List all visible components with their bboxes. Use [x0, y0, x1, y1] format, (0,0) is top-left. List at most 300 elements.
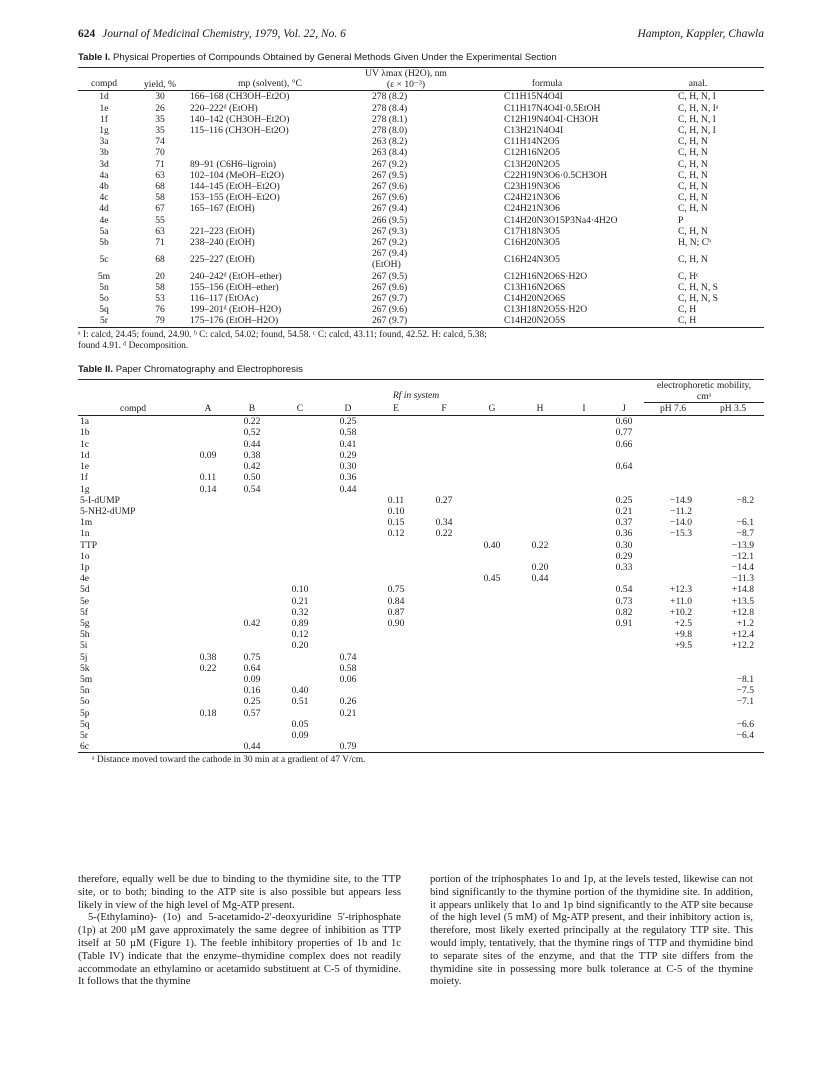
table1-cell-anal: C, H, N: [678, 253, 708, 265]
table2-header-cell: E: [393, 402, 399, 414]
table2-cell: [188, 528, 228, 539]
table2-cell-compd: 1a: [80, 416, 90, 428]
table1-cell-mp: 199–201ᵈ (EtOH–H2O): [190, 304, 282, 316]
table2-cell: 0.58: [339, 427, 357, 439]
table2-cell-compd: 4e: [80, 573, 90, 585]
table1-cell-mp: 165–167 (EtOH): [190, 203, 255, 215]
table2-cell: [228, 596, 276, 607]
table2-cell: [644, 696, 702, 707]
table-row: [78, 540, 764, 551]
table1-cell-yield: 55: [155, 214, 165, 226]
table1: [78, 67, 764, 328]
table2-cell: [420, 596, 468, 607]
table2-cell: [324, 528, 372, 539]
table2-cell: [188, 618, 228, 629]
table1-cell-formula: C13H16N2O6S: [504, 281, 566, 293]
table2-cell: [564, 730, 604, 741]
table1-cell-mp: 175–176 (EtOH–H2O): [190, 315, 279, 327]
table2-cell: 0.37: [615, 517, 633, 529]
table2-cell: [228, 584, 276, 595]
table2-header-cell: A: [204, 402, 212, 414]
table2-cell: [564, 439, 604, 450]
table2-cell: [702, 472, 764, 483]
table2-cell: 0.36: [615, 528, 633, 540]
table2-cell: [468, 461, 516, 472]
table1-cell-compd: 3d: [99, 158, 109, 170]
table2-cell: [702, 439, 764, 450]
table1-cell-yield: 74: [155, 136, 165, 148]
table2-cell: 0.50: [243, 472, 261, 484]
table2-cell: [468, 629, 516, 640]
table2-cell: 0.51: [291, 696, 309, 708]
table2-cell: [420, 439, 468, 450]
table2-cell: 0.40: [291, 685, 309, 697]
table2-cell: [276, 495, 324, 506]
table-row: [78, 506, 764, 517]
table-row: [78, 282, 764, 293]
table2-cell-compd: TTP: [80, 539, 98, 551]
table2-cell: [188, 427, 228, 438]
table2-cell: 0.42: [243, 617, 261, 629]
table2-cell: [324, 540, 372, 551]
table2-cell: [468, 472, 516, 483]
table1-cell-uv: 278 (8.0): [372, 125, 408, 137]
table2-cell: [468, 674, 516, 685]
table2-cell: 0.75: [387, 584, 405, 596]
running-header: [78, 28, 764, 48]
table2-cell: [372, 663, 420, 674]
table2-cell: [324, 506, 372, 517]
table1-cell-formula: C24H21N3O6: [504, 203, 560, 215]
table2-header-cell: I: [582, 402, 586, 414]
table2-cell: [564, 584, 604, 595]
table-row: [78, 159, 764, 170]
table-row: [78, 226, 764, 237]
table2-cell: [644, 741, 702, 753]
table2-cell: [604, 472, 644, 483]
table1-cell-anal: C, H, N: [678, 181, 708, 193]
table2-cell-compd: 5n: [80, 685, 90, 697]
table2-cell: [188, 439, 228, 450]
table2-cell: +1.2: [736, 617, 754, 629]
table1-header-formula: formula: [531, 78, 563, 90]
table2-cell: 0.64: [243, 662, 261, 674]
table2-cell: [516, 708, 564, 719]
table2-cell: [276, 472, 324, 483]
table2-cell: [372, 416, 420, 428]
table2-cell: [644, 540, 702, 551]
table-row: [78, 495, 764, 506]
table2-cell: [564, 562, 604, 573]
table2-cell: [372, 484, 420, 495]
table2-cell: [644, 674, 702, 685]
table1-cell-anal: C, H, N, I: [678, 91, 716, 103]
table2-cell: 0.33: [615, 561, 633, 573]
table2-cell: [276, 663, 324, 674]
table-row: [78, 91, 764, 103]
table2-cell-compd: 1e: [80, 461, 90, 473]
table2-cell-compd: 1b: [80, 427, 90, 439]
table2-cell-compd: 1o: [80, 550, 90, 562]
table1-cell-mp: 221–223 (EtOH): [190, 225, 255, 237]
table2-cell: [324, 685, 372, 696]
body-column-right: [430, 874, 753, 989]
table2-cell: +12.4: [731, 629, 754, 641]
table1-cell-anal: C, H, N, I: [678, 125, 716, 137]
table2-cell: [276, 551, 324, 562]
table1-cell-yield: 35: [155, 125, 165, 137]
table2-cell: [188, 696, 228, 707]
table2-cell: 0.34: [435, 517, 453, 529]
header-left: [78, 28, 346, 40]
table-row: [78, 147, 764, 158]
table2-cell: [644, 427, 702, 438]
table2-cell: 0.22: [243, 416, 261, 428]
table2-cell: 0.20: [291, 640, 309, 652]
table2-cell: −11.3: [732, 573, 754, 585]
table2-cell: [188, 506, 228, 517]
table1-cell-formula: C14H20N2O6S: [504, 293, 566, 305]
table2-cell: 0.45: [483, 573, 501, 585]
table2-cell: [468, 506, 516, 517]
table2-cell-compd: 5i: [80, 640, 88, 652]
table1-cell-yield: 70: [155, 147, 165, 159]
table2-cell: −11.2: [670, 505, 692, 517]
table1-cell-formula: C14H20N3O15P3Na4·4H2O: [504, 214, 618, 226]
table2-cell: [372, 629, 420, 640]
table2-cell: 0.44: [243, 741, 261, 753]
table2-cell: −15.3: [669, 528, 692, 540]
table2-footnote: ᵃ Distance moved toward the cathode in 30 min at a gradient of 47 V/cm.: [92, 755, 366, 766]
table2-cell: [276, 484, 324, 495]
table2-cell: [372, 439, 420, 450]
table2-cell: [516, 741, 564, 753]
table2-cell-compd: 5e: [80, 595, 90, 607]
table1-header-yield: yield, %: [144, 79, 176, 91]
table-row: [78, 203, 764, 214]
table1-cell-mp: 140–142 (CH3OH–Et2O): [190, 113, 290, 125]
table1-cell-yield: 67: [155, 203, 165, 215]
table2-cell: 0.54: [615, 584, 633, 596]
table2-cell: [604, 685, 644, 696]
table2-cell: [420, 506, 468, 517]
table1-cell-compd: 5b: [99, 237, 109, 249]
table2-cell: [644, 472, 702, 483]
table2-cell: [516, 461, 564, 472]
table2-cell: [228, 551, 276, 562]
table-row: [78, 439, 764, 450]
table2-cell: [564, 495, 604, 506]
table-row: [78, 315, 764, 327]
table-row: [78, 304, 764, 315]
table1-cell-uv: 267 (9.7): [372, 293, 408, 305]
table1-cell-formula: C13H21N4O4I: [504, 125, 564, 137]
table2-cell: −6.4: [736, 729, 754, 741]
table1-header-row: [78, 68, 764, 91]
table2-cell: [516, 674, 564, 685]
table2-cell: [604, 674, 644, 685]
table2-cell: [644, 562, 702, 573]
table2-cell: [276, 461, 324, 472]
table2-cell: [188, 674, 228, 685]
table2-cell: [564, 416, 604, 428]
table1-cell-yield: 63: [155, 169, 165, 181]
table2-cell: [604, 484, 644, 495]
table2-cell: [228, 607, 276, 618]
table2-cell: [468, 696, 516, 707]
table2-header-cell: pH 7.6: [659, 403, 687, 415]
table2-cell: [604, 663, 644, 674]
table2-cell: [644, 484, 702, 495]
table2-cell: [516, 528, 564, 539]
journal-page: [78, 28, 764, 988]
table1-cell-formula: C11H15N4O4I: [504, 91, 563, 103]
table2-cell: [604, 652, 644, 663]
table2-cell-compd: 1f: [80, 472, 88, 484]
table2-header-row: [78, 403, 764, 416]
table2-cell: [516, 719, 564, 730]
table2-cell: [516, 607, 564, 618]
table2-cell: [372, 708, 420, 719]
table2-cell: [420, 416, 468, 428]
table2-cell: [324, 495, 372, 506]
table2-cell: 0.06: [339, 673, 357, 685]
table2-cell: [644, 416, 702, 428]
table-row: [78, 596, 764, 607]
table2-cell: [564, 551, 604, 562]
table2-cell: [564, 741, 604, 753]
table2-header-cell: C: [296, 402, 304, 414]
table2-cell: −7.5: [736, 685, 754, 697]
table2-cell-compd: 5k: [80, 662, 90, 674]
table2-cell-compd: 5d: [80, 584, 90, 596]
table2-cell: [188, 416, 228, 428]
table1-cell-formula: C12H16N2O5: [504, 147, 560, 159]
table2-cell: [604, 573, 644, 584]
table2-cell: 0.52: [243, 427, 261, 439]
table2-cell: [372, 685, 420, 696]
table2-cell: 0.25: [339, 416, 357, 428]
table2-cell: [564, 573, 604, 584]
table1-cell-uv: 278 (8.4): [372, 102, 408, 114]
table2-cell: 0.21: [291, 595, 309, 607]
table2-cell: [228, 528, 276, 539]
table2-cell: [702, 708, 764, 719]
table1-cell-uv: 278 (8.2): [372, 91, 408, 103]
table2-cell-compd: 1c: [80, 438, 90, 450]
table2-cell: −6.6: [736, 718, 754, 730]
table-row: [78, 125, 764, 136]
table2-cell: [564, 696, 604, 707]
table1-cell-yield: 79: [155, 315, 165, 327]
table1-cell-anal: C, H: [678, 304, 697, 316]
table2-cell: [468, 730, 516, 741]
table2-cell: [604, 629, 644, 640]
table2-cell: 0.73: [615, 595, 633, 607]
table2-cell: [372, 472, 420, 483]
table1-cell-formula: C14H20N2O5S: [504, 315, 566, 327]
table2-cell: [324, 584, 372, 595]
table1-cell-mp: 116–117 (EtOAc): [190, 293, 259, 305]
table2-cell: [276, 439, 324, 450]
table2-cell: [276, 427, 324, 438]
table2-cell: [420, 741, 468, 753]
table2-cell: [324, 573, 372, 584]
table2-cell: 0.05: [291, 718, 309, 730]
table2-cell: 0.22: [435, 528, 453, 540]
table2-cell: [276, 506, 324, 517]
table2-group-rf-label: Rf in system: [392, 390, 440, 402]
table2-cell: 0.26: [339, 696, 357, 708]
table2-cell: [468, 618, 516, 629]
table1-cell-yield: 63: [155, 225, 165, 237]
table1-cell-compd: 5c: [99, 253, 109, 265]
table2-cell: 0.10: [387, 505, 405, 517]
table2-cell: [228, 495, 276, 506]
table1-cell-mp: 240–242ᵈ (EtOH–ether): [190, 270, 282, 282]
table1-header-uv: UV λmax (H2O), nm (ε × 10⁻³): [365, 68, 447, 91]
table2-caption-text: Paper Chromatography and Electrophoresis: [115, 363, 303, 375]
table1-cell-mp: 166–168 (CH3OH–Et2O): [190, 91, 290, 103]
table2-cell: [420, 484, 468, 495]
table-row: [78, 640, 764, 651]
table2-cell: [420, 618, 468, 629]
table2-cell: [644, 450, 702, 461]
table2-cell: [468, 596, 516, 607]
table2-cell: +9.8: [674, 629, 692, 641]
table1-cell-uv: 267 (9.4): [372, 203, 408, 215]
table2-cell: [372, 674, 420, 685]
table1-cell-yield: 68: [155, 253, 165, 265]
table1-cell-mp: 220–222ᵈ (EtOH): [190, 102, 258, 114]
table1-cell-anal: C, H, N: [678, 136, 708, 148]
table2-cell: [420, 674, 468, 685]
table-row: [78, 730, 764, 741]
table-row: [78, 685, 764, 696]
table1-cell-anal: C, H, N, Iᵃ: [678, 102, 719, 114]
table2-cell: [372, 719, 420, 730]
table1-cell-anal: C, H, N: [678, 147, 708, 159]
table2-cell: [564, 708, 604, 719]
table2-header-cell: compd: [119, 402, 147, 414]
table1-cell-uv: 278 (8.1): [372, 113, 408, 125]
table-row: [78, 663, 764, 674]
table1-cell-formula: C13H18N2O5S·H2O: [504, 304, 588, 316]
table-row: [78, 652, 764, 663]
table-row: [78, 170, 764, 181]
table2-cell: [468, 562, 516, 573]
table2-cell: 0.75: [243, 651, 261, 663]
table1-cell-compd: 4d: [99, 203, 109, 215]
table-row: [78, 461, 764, 472]
table2-cell: 0.18: [199, 707, 217, 719]
table-row: [78, 293, 764, 304]
table-row: [78, 741, 764, 753]
table1-cell-yield: 71: [155, 237, 165, 249]
body-paragraph: therefore, equally well be due to binding to the thymidine site, to the TTP site, or to both; binding to the ATP site is also possible but appears less likely in view of the high level of Mg-ATP present.: [78, 874, 401, 911]
table-row: [78, 584, 764, 595]
table2-cell: [188, 629, 228, 640]
table1-cell-compd: 5a: [99, 225, 109, 237]
table2-cell: 0.14: [199, 483, 217, 495]
table2-cell: [188, 730, 228, 741]
table1-cell-mp: [190, 136, 350, 147]
table1-cell-yield: 58: [155, 281, 165, 293]
table2-cell: [420, 696, 468, 707]
table2-cell: 0.87: [387, 606, 405, 618]
table-row: [78, 484, 764, 495]
table2-cell: [228, 506, 276, 517]
table1-cell-compd: 5m: [97, 270, 111, 282]
table2-cell: [188, 719, 228, 730]
table2-cell-compd: 1m: [80, 517, 93, 529]
table2-cell: [516, 652, 564, 663]
table2-cell: [644, 685, 702, 696]
table2-cell: [516, 506, 564, 517]
table2-cell: −7.1: [736, 696, 754, 708]
table2-cell: [564, 517, 604, 528]
table2-cell: +10.2: [669, 606, 692, 618]
table2-cell: 0.64: [615, 461, 633, 473]
table2-cell: 0.66: [615, 438, 633, 450]
table2-cell: 0.41: [339, 438, 357, 450]
table1-cell-anal: C, H, N: [678, 192, 708, 204]
table2-cell: [188, 741, 228, 753]
table-row: [78, 528, 764, 539]
table2-cell: −8.7: [736, 528, 754, 540]
table1-cell-compd: 5n: [99, 281, 109, 293]
table2-cell: [188, 551, 228, 562]
table2-cell: [702, 663, 764, 674]
table-row: [78, 629, 764, 640]
table2-cell: +12.3: [669, 584, 692, 596]
table2-cell: [276, 450, 324, 461]
table2-cell: +14.8: [731, 584, 754, 596]
table2-cell: [372, 652, 420, 663]
table2-cell-compd: 5m: [80, 673, 93, 685]
table1-cell-uv: 267 (9.7): [372, 315, 408, 327]
table2-cell: [516, 450, 564, 461]
table2-cell: [702, 652, 764, 663]
table2-cell: [604, 640, 644, 651]
table1-cell-uv: 267 (9.2): [372, 158, 408, 170]
table2-group-rf: [188, 379, 644, 402]
table2-cell: 0.74: [339, 651, 357, 663]
table2-cell: [468, 685, 516, 696]
table1-cell-mp: 144–145 (EtOH–Et2O): [190, 181, 280, 193]
table2-cell: 0.10: [291, 584, 309, 596]
table2-cell: [468, 584, 516, 595]
table2-cell-compd: 5o: [80, 696, 90, 708]
table2-cell: [276, 652, 324, 663]
table2-cell: [564, 618, 604, 629]
table2-cell: [420, 562, 468, 573]
table2-cell: [276, 562, 324, 573]
table2-cell: [604, 741, 644, 753]
table2-cell: [420, 551, 468, 562]
table2-cell: [702, 741, 764, 753]
table-row: [78, 719, 764, 730]
table1-cell-yield: 20: [155, 270, 165, 282]
table2-cell: 0.32: [291, 606, 309, 618]
table-row: [78, 416, 764, 428]
table-row: [78, 562, 764, 573]
table2-cell: [276, 674, 324, 685]
table1-cell-mp: 238–240 (EtOH): [190, 237, 255, 249]
table1-cell-yield: 76: [155, 304, 165, 316]
table2-cell: [468, 517, 516, 528]
table2-cell: [228, 730, 276, 741]
